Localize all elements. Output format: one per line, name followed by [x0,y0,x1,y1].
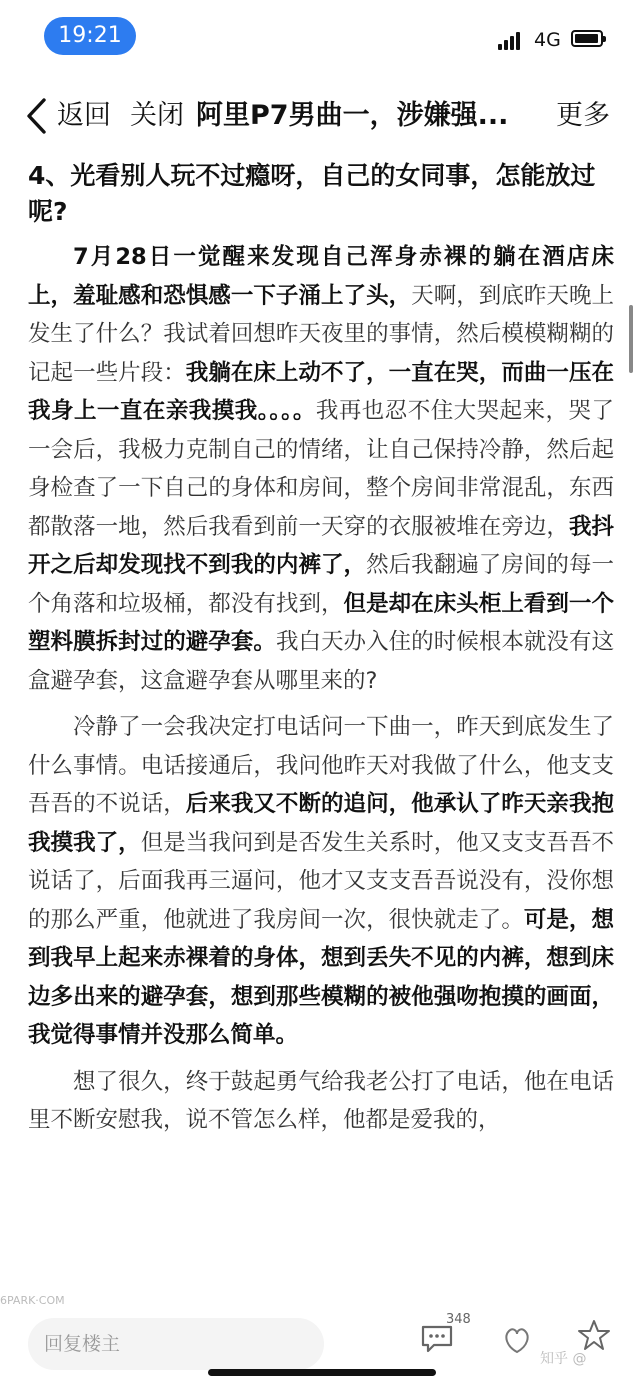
home-indicator [208,1369,436,1376]
article-heading: 4、光看别人玩不过瘾呀，自己的女同事，怎能放过呢? [28,161,596,226]
scrollbar-thumb[interactable] [629,305,633,373]
paragraph-3 [28,1063,614,1140]
back-button[interactable]: 返回 [57,100,111,131]
like-icon[interactable] [500,1322,534,1356]
article-body [28,158,614,1148]
close-button[interactable]: 关闭 [130,100,184,131]
star-icon[interactable] [577,1318,611,1352]
bottom-toolbar [0,1294,640,1385]
text-run: 我再也忍不住大哭起来，哭了一会后，我极力克制自己的情绪，让自己保持冷静，然后起身检查了一下自己的身体和房间，整个房间非常混乱，东西都散落一地，然后我看到前一天穿的衣服被堆在旁边， [28,398,614,540]
text-run: 我白天办入住的时候根本就没有这盒避孕套，这盒避孕套从哪里来的? [28,629,614,694]
network-type: 4G [534,29,561,51]
more-button[interactable]: 更多 [556,100,610,131]
bold-text-run: 可是，想到我早上起来赤裸着的身体，想到丢失不见的内裤，想到床边多出来的避孕套，想到那些模糊的被他强吻抱摸的画面，我觉得事情并没那么简单。 [28,906,614,1048]
battery-icon [571,30,603,47]
reply-input[interactable]: 回复楼主 [28,1318,324,1370]
watermark-left: 6PARK·COM [0,1294,65,1307]
text-run: 想了很久，终于鼓起勇气给我老公打了电话，他在电话里不断安慰我，说不管怎么样，他都是爱我的， [28,1068,614,1133]
signal-icon [498,32,526,50]
watermark-right: 知乎 @ [540,1351,587,1367]
comment-icon[interactable] [420,1324,454,1354]
comment-count: 348 [446,1312,471,1327]
nav-bar [0,88,640,144]
status-time[interactable]: 19:21 [44,17,136,55]
text-run: 天啊，到底昨天晚上发生了什么？我试着回想昨天夜里的事情，然后模模糊糊的记起一些片段： [28,282,614,386]
bold-text-run: 但是却在床头柜上看到一个塑料膜拆封过的避孕套。 [28,590,614,655]
bold-text-run: 我躺在床上动不了，一直在哭，而曲一压在我身上一直在亲我摸我。。。。 [28,359,614,424]
text-run: 然后我翻遍了房间的每一个角落和垃圾桶，都没有找到， [28,552,614,617]
paragraph-1 [28,238,614,700]
battery-level [575,34,598,43]
text-run: 冷静了一会我决定打电话问一下曲一，昨天到底发生了什么事情。电话接通后，我问他昨天对我做了什么，他支支吾吾的不说话， [28,714,614,817]
bold-text-run: 后来我又不断的追问，他承认了昨天亲我抱我摸我了， [28,791,614,856]
paragraph-2 [28,708,614,1055]
page-title: 阿里P7男曲一，涉嫌强... [196,100,509,131]
status-bar [0,0,640,80]
back-arrow-icon[interactable] [24,96,50,136]
text-run: 但是当我问到是否发生关系时，他又支支吾吾不说话了，后面我再三逼问，他才又支支吾吾说没有，没你想的那么严重，他就进了我房间一次，很快就走了。 [28,829,614,933]
bold-text-run: 7月28日一觉醒来发现自己浑身赤裸的躺在酒店床上，羞耻感和恐惧感一下子涌上了头， [28,244,614,309]
bold-text-run: 我抖开之后却发现找不到我的内裤了， [28,513,614,578]
